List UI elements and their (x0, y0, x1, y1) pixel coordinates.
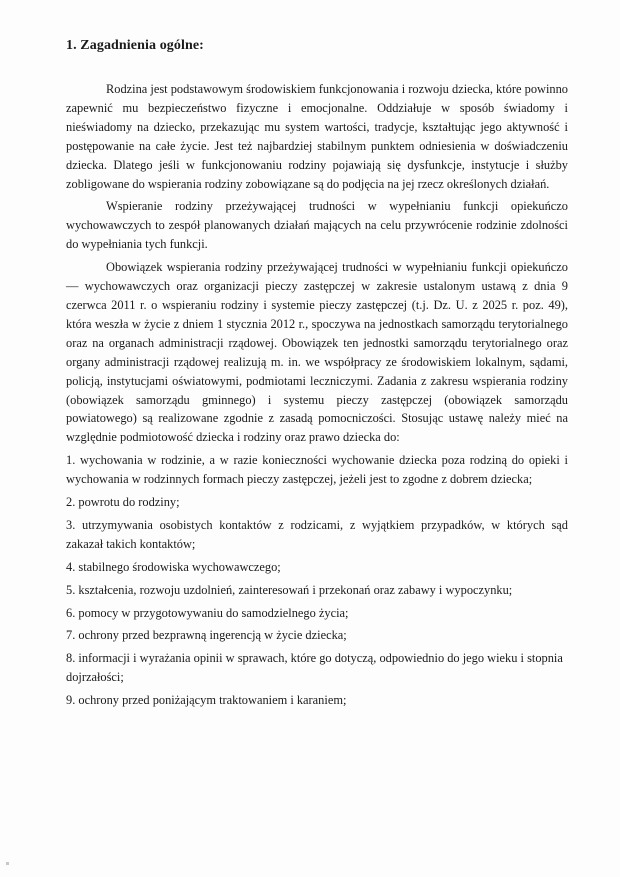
scan-artifact (6, 862, 9, 865)
paragraph-support-definition: Wspieranie rodziny przeżywającej trudności w wypełnianiu funkcji opiekuńczo wychowawczych to zespół planowanych działań mających na celu przywrócenie rodzinie zdolności do wypełniania tych funkcji. (66, 199, 568, 252)
list-item: 7. ochrony przed bezprawną ingerencją w życie dziecka; (66, 628, 347, 643)
list-item: 4. stabilnego środowiska wychowawczego; (66, 559, 281, 574)
list-item: 6. pomocy w przygotowywaniu do samodzielnego życia; (66, 605, 349, 620)
list-item: 3. utrzymywania osobistych kontaktów z rodzicami, z wyjątkiem przypadków, w których sąd zakazał takich kontaktów; (66, 517, 568, 551)
document-body (66, 80, 568, 714)
section-heading: 1. Zagadnienia ogólne: (66, 38, 204, 53)
list-item: 8. informacji i wyrażania opinii w sprawach, które go dotyczą, odpowiednio do jego wieku i stopnia dojrzałości; (66, 651, 563, 685)
list-item: 1. wychowania w rodzinie, a w razie konieczności wychowanie dziecka poza rodziną do opieki i wychowania w rodzinnych formach pieczy zastępczej, jeżeli jest to zgodne z dobrem dziecka; (66, 453, 568, 487)
list-item: 2. powrotu do rodziny; (66, 495, 180, 510)
paragraph-obligation: Obowiązek wspierania rodziny przeżywającej trudności w wypełnianiu funkcji opiekuńczo — wychowawczych oraz organizacji pieczy zastępczej w zakresie ustalonym ustawą z dnia 9 czerwca 2011 r. o wspieraniu rodziny i systemie pieczy zastępczej (t.j. Dz. U. z 2025 r. poz. 49), która weszła w życie z dniem 1 stycznia 2012 r., spoczywa na jednostkach samorządu terytorialnego oraz na organach administracji rządowej. Obowiązek ten jednostki samorządu terytorialnego oraz organy administracji rządowej realizują m. in. we współpracy ze środowiskiem lokalnym, sądami, policją, instytucjami oświatowymi, podmiotami leczniczymi. Zadania z zakresu wspierania rodziny (obowiązek samorządu gminnego) i systemu pieczy zastępczej (obowiązek samorządu powiatowego) są realizowane zgodnie z zasadą pomocniczości. Stosując ustawę należy mieć na względnie podmiotowość dziecka i rodziny oraz prawo dziecka do: (66, 260, 568, 445)
paragraph-intro: Rodzina jest podstawowym środowiskiem funkcjonowania i rozwoju dziecka, które powinno zapewnić mu bezpieczeństwo fizyczne i emocjonalne. Oddziałuje w sposób świadomy i nieświadomy na dziecko, przekazując mu system wartości, tradycje, kształtując jego aktywność i postępowanie na całe życie. Jest też najbardziej stabilnym punktem odniesienia w doświadczeniu dziecka. Dlatego jeśli w funkcjonowaniu rodziny pojawiają się dysfunkcje, instytucje i służby zobligowane do wspierania rodziny zobowiązane są do podjęcia na jej rzecz określonych działań. (66, 82, 568, 191)
list-item: 9. ochrony przed poniżającym traktowaniem i karaniem; (66, 693, 347, 708)
child-rights-list (66, 451, 568, 710)
list-item: 5. kształcenia, rozwoju uzdolnień, zainteresowań i przekonań oraz zabawy i wypoczynku; (66, 582, 513, 597)
